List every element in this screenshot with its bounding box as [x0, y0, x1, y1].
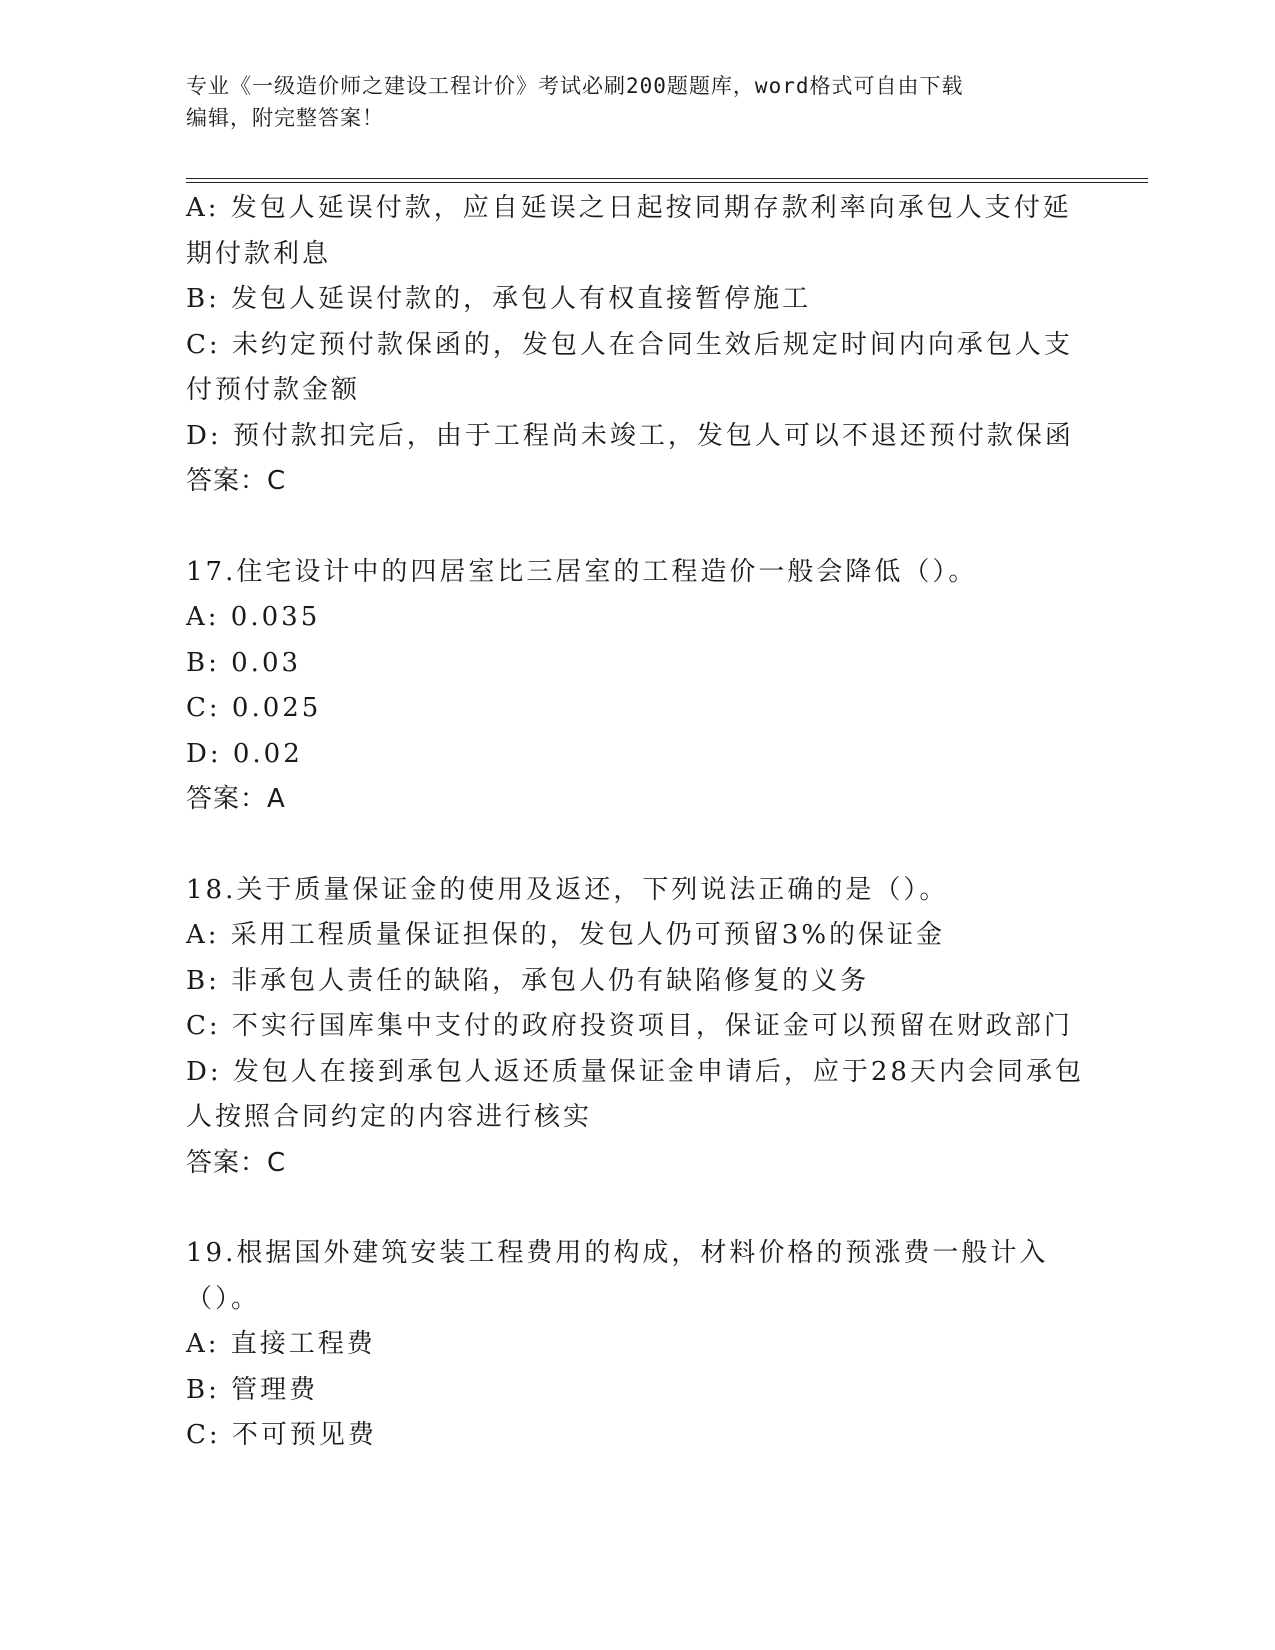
option-b: B: 非承包人责任的缺陷，承包人仍有缺陷修复的义务: [186, 965, 870, 996]
option-b: B: 发包人延误付款的，承包人有权直接暂停施工: [186, 284, 812, 314]
question-block-17: [186, 550, 1086, 823]
question-content: [186, 186, 1086, 1459]
question-text: 17.住宅设计中的四居室比三居室的工程造价一般会降低（）。: [186, 556, 978, 587]
option-c: C: 0.025: [186, 693, 322, 723]
option-a: A: 采用工程质量保证担保的，发包人仍可预留3%的保证金: [186, 920, 946, 950]
option-c: C: 不可预见费: [186, 1420, 377, 1450]
answer-label: 答案：C: [186, 1147, 287, 1178]
answer-label: 答案：C: [186, 466, 287, 496]
question-block-prev: [186, 186, 1086, 505]
header-divider-bottom: [186, 182, 1148, 183]
option-a: A: 发包人延误付款，应自延误之日起按同期存款利率向承包人支付延期付款利息: [186, 193, 1072, 269]
header-line-1: 专业《一级造价师之建设工程计价》考试必刷200题题库，word格式可自由下载: [186, 74, 964, 98]
option-b: B: 管理费: [186, 1374, 319, 1405]
option-a: A: 直接工程费: [186, 1329, 376, 1359]
option-a: A: 0.035: [186, 602, 321, 632]
document-header: [186, 70, 1086, 134]
option-c: C: 不实行国库集中支付的政府投资项目，保证金可以预留在财政部门: [186, 1011, 1073, 1041]
header-line-2: 编辑，附完整答案！: [186, 106, 384, 130]
question-block-18: [186, 868, 1086, 1187]
option-c: C: 未约定预付款保函的，发包人在合同生效后规定时间内向承包人支付预付款金额: [186, 329, 1073, 405]
option-b: B: 0.03: [186, 647, 302, 678]
question-text: 19.根据国外建筑安装工程费用的构成，材料价格的预涨费一般计入（）。: [186, 1238, 1049, 1314]
header-divider-top: [186, 178, 1148, 179]
question-text: 18.关于质量保证金的使用及返还，下列说法正确的是（）。: [186, 874, 949, 905]
option-d: D: 预付款扣完后，由于工程尚未竣工，发包人可以不退还预付款保函: [186, 420, 1074, 451]
answer-label: 答案：A: [186, 784, 286, 814]
spacer: [186, 1186, 1086, 1231]
spacer: [186, 823, 1086, 868]
option-d: D: 0.02: [186, 738, 303, 769]
option-d: D: 发包人在接到承包人返还质量保证金申请后，应于28天内会同承包人按照合同约定的内容进行核实: [186, 1056, 1084, 1132]
spacer: [186, 505, 1086, 550]
question-block-19: [186, 1231, 1086, 1459]
